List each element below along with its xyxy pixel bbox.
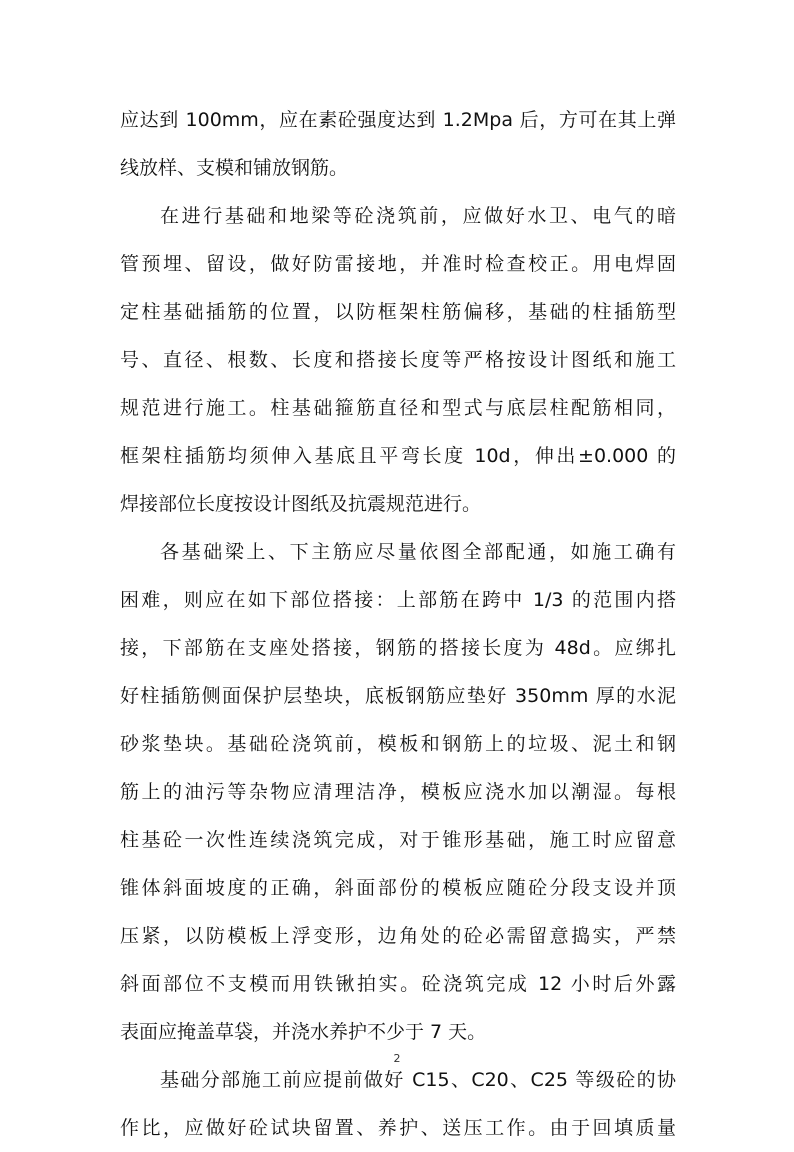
text-line: 筋上的油污等杂物应清理洁净，模板应浇水加以潮湿。每根 [120, 781, 676, 803]
text-line: 定柱基础插筋的位置，以防框架柱筋偏移，基础的柱插筋型 [120, 301, 676, 323]
text-line: 锥体斜面坡度的正确，斜面部份的模板应随砼分段支设并顶 [120, 877, 676, 899]
body-text [120, 96, 676, 1152]
text-line: 管预埋、留设，做好防雷接地，并准时检查校正。用电焊固 [120, 253, 676, 275]
text-line: 号、直径、根数、长度和搭接长度等严格按设计图纸和施工 [120, 349, 676, 371]
text-line: 压紧，以防模板上浮变形，边角处的砼必需留意捣实，严禁 [120, 925, 676, 947]
text-line: 作比，应做好砼试块留置、养护、送压工作。由于回填质量 [120, 1117, 676, 1139]
text-line: 困难，则应在如下部位搭接：上部筋在跨中 1/3 的范围内搭 [120, 589, 676, 611]
text-line: 规范进行施工。柱基础箍筋直径和型式与底层柱配筋相同， [120, 397, 676, 419]
text-line: 表面应掩盖草袋，并浇水养护不少于 7 天。 [120, 1021, 487, 1043]
text-line: 在进行基础和地梁等砼浇筑前，应做好水卫、电气的暗 [160, 205, 676, 227]
text-line: 砂浆垫块。基础砼浇筑前，模板和钢筋上的垃圾、泥土和钢 [120, 733, 676, 755]
text-line: 基础分部施工前应提前做好 C15、C20、C25 等级砼的协 [160, 1069, 676, 1091]
text-line: 应达到 100mm，应在素砼强度达到 1.2Mpa 后，方可在其上弹 [120, 109, 676, 131]
text-line: 框架柱插筋均须伸入基底且平弯长度 10d，伸出±0.000 的 [120, 445, 676, 467]
page-number: 2 [393, 1052, 401, 1065]
text-line: 焊接部位长度按设计图纸及抗震规范进行。 [120, 493, 482, 515]
text-line: 斜面部位不支模而用铁锹拍实。砼浇筑完成 12 小时后外露 [120, 973, 676, 995]
text-line: 好柱插筋侧面保护层垫块，底板钢筋应垫好 350mm 厚的水泥 [120, 685, 676, 707]
text-line: 线放样、支模和铺放钢筋。 [120, 157, 349, 179]
text-line: 各基础梁上、下主筋应尽量依图全部配通，如施工确有 [160, 541, 676, 563]
text-line: 柱基砼一次性连续浇筑完成，对于锥形基础，施工时应留意 [120, 829, 676, 851]
text-line: 接，下部筋在支座处搭接，钢筋的搭接长度为 48d。应绑扎 [120, 637, 676, 659]
